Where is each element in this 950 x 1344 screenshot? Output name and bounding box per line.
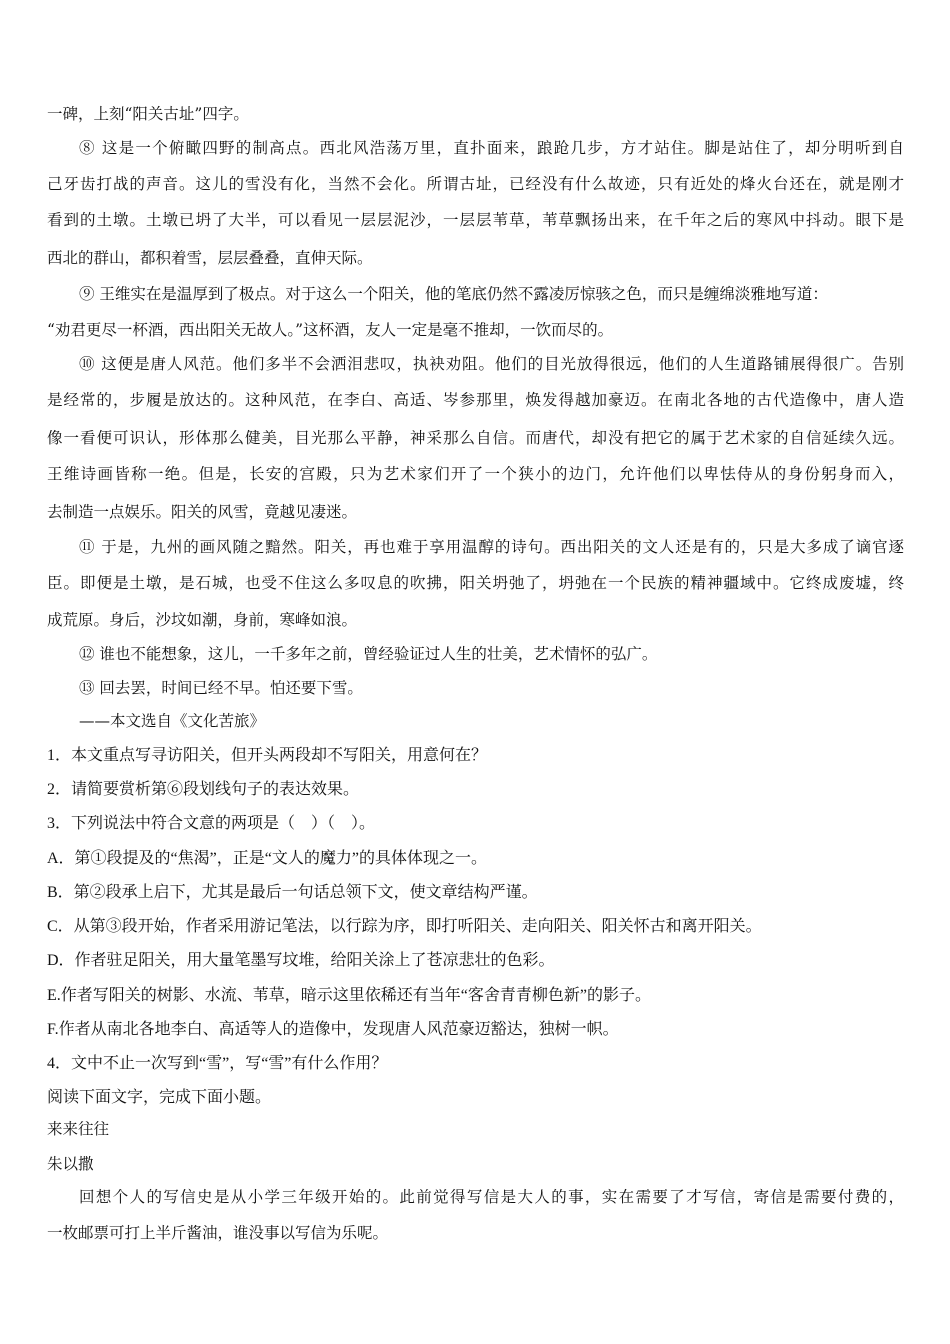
article-title: 来来往往: [47, 1120, 110, 1138]
question-2: 2．请简要赏析第⑥段划线句子的表达效果。: [47, 781, 360, 798]
article-author: 朱以撒: [47, 1155, 94, 1173]
paragraph-9-line: ⑨ 王维实在是温厚到了极点。对于这么一个阳关，他的笔底仍然不露凌厉惊骇之色，而只是缠绵淡雅地写道：: [79, 285, 828, 303]
paragraph-8-line: ⑧ 这是一个俯瞰四野的制高点。西北风浩荡万里，直扑面来，踉跄几步，方才站住。脚是站住了，却分明听到自: [79, 139, 904, 157]
paragraph-11-line: 臣。即便是土墩，是石城，也受不住这么多叹息的吹拂，阳关坍弛了，坍弛在一个民族的精神疆域中。它终成废墟，终: [47, 574, 904, 592]
option-f: F.作者从南北各地李白、高适等人的造像中，发现唐人风范豪迈豁达，独树一帜。: [47, 1021, 619, 1038]
paragraph-9-line: “劝君更尽一杯酒，西出阳关无故人。”这杯酒，友人一定是毫不推却，一饮而尽的。: [47, 321, 614, 339]
option-b: B．第②段承上启下，尤其是最后一句话总领下文，使文章结构严谨。: [47, 884, 538, 901]
article-paragraph-line: 一枚邮票可打上半斤酱油，谁没事以写信为乐呢。: [47, 1224, 389, 1242]
paragraph-10-line: ⑩ 这便是唐人风范。他们多半不会洒泪悲叹，执袂劝阻。他们的目光放得很远，他们的人生道路铺展得很广。告别: [79, 355, 904, 373]
paragraph-11-line: 成荒原。身后，沙坟如潮，身前，寒峰如浪。: [47, 611, 358, 629]
paragraph-8-line: 看到的土墩。土墩已坍了大半，可以看见一层层泥沙，一层层苇草，苇草飘扬出来，在千年之后的寒风中抖动。眼下是: [47, 211, 904, 229]
source-note: ——本文选自《文化苦旅》: [79, 712, 266, 730]
paragraph-10-line: 是经常的，步履是放达的。这种风范，在李白、高适、岑参那里，焕发得越加豪迈。在南北各地的古代造像中，唐人造: [47, 391, 904, 409]
question-4: 4．文中不止一次写到“雪”，写“雪”有什么作用？: [47, 1055, 388, 1072]
paragraph-10-line: 王维诗画皆称一绝。但是，长安的宫殿，只为艺术家们开了一个狭小的边门，允许他们以卑怯侍从的身份躬身而入，: [47, 465, 904, 483]
question-3: 3．下列说法中符合文意的两项是（ ）（ ）。: [47, 815, 376, 832]
paragraph-11-line: ⑪ 于是，九州的画风随之黯然。阳关，再也难于享用温醇的诗句。西出阳关的文人还是有的，只是大多成了谪官逐: [79, 538, 904, 556]
option-c: C．从第③段开始，作者采用游记笔法，以行踪为序，即打听阳关、走向阳关、阳关怀古和离开阳关。: [47, 918, 762, 935]
paragraph-8-line: 西北的群山，都积着雪，层层叠叠，直伸天际。: [47, 249, 373, 267]
option-e: E.作者写阳关的树影、水流、苇草，暗示这里依稀还有当年“客舍青青柳色新”的影子。: [47, 987, 651, 1004]
reading-instruction: 阅读下面文字，完成下面小题。: [47, 1089, 272, 1106]
option-d: D．作者驻足阳关，用大量笔墨写坟堆，给阳关涂上了苍凉悲壮的色彩。: [47, 952, 555, 969]
paragraph-12: ⑫ 谁也不能想象，这儿，一千多年之前，曾经验证过人生的壮美，艺术情怀的弘广。: [79, 645, 658, 663]
paragraph-8-line: 己牙齿打战的声音。这儿的雪没有化，当然不会化。所谓古址，已经没有什么故迹，只有近处的烽火台还在，就是刚才: [47, 175, 904, 193]
article-paragraph-line: 回想个人的写信史是从小学三年级开始的。此前觉得写信是大人的事，实在需要了才写信，寄信是需要付费的，: [79, 1188, 904, 1206]
paragraph-10-line: 像一看便可识认，形体那么健美，目光那么平静，神采那么自信。而唐代，却没有把它的属于艺术家的自信延续久远。: [47, 429, 904, 447]
paragraph-10-line: 去制造一点娱乐。阳关的风雪，竟越见凄迷。: [47, 503, 358, 521]
passage-intro-line: 一碑，上刻“阳关古址”四字。: [47, 105, 249, 123]
question-1: 1．本文重点写寻访阳关，但开头两段却不写阳关，用意何在？: [47, 747, 488, 764]
paragraph-13: ⑬ 回去罢，时间已经不早。怕还要下雪。: [79, 679, 363, 697]
option-a: A．第①段提及的“焦渴”，正是“文人的魔力”的具体体现之一。: [47, 850, 487, 867]
